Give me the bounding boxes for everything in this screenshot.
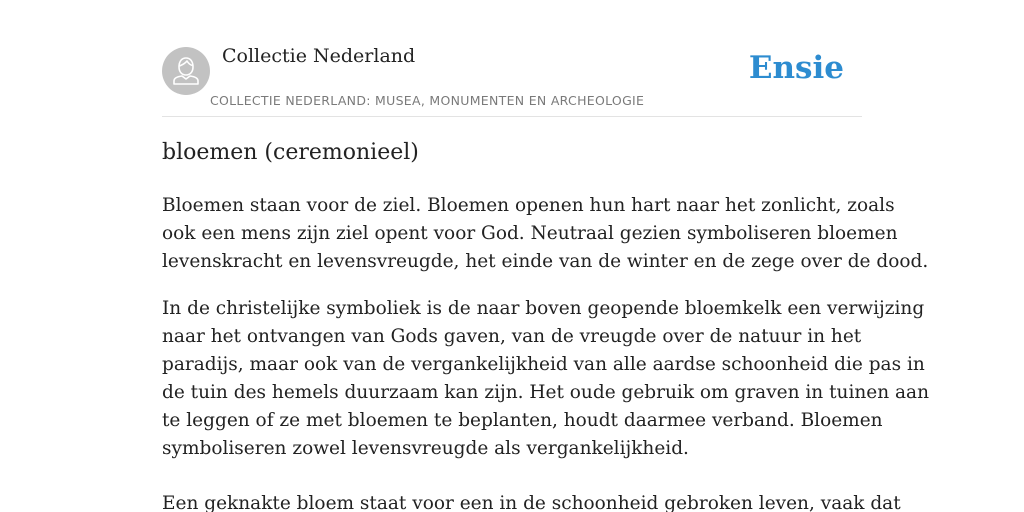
paragraph-line: ook een mens zijn ziel opent voor God. Neutraal gezien symboliseren bloemen — [162, 223, 898, 244]
paragraph — [162, 490, 901, 512]
paragraph-line: naar het ontvangen van Gods gaven, van de vreugde over de natuur in het — [162, 326, 862, 347]
paragraph-line: symboliseren zowel levensvreugde als vergankelijkheid. — [162, 438, 689, 459]
author-description: COLLECTIE NEDERLAND: MUSEA, MONUMENTEN EN ARCHEOLOGIE — [210, 93, 645, 108]
paragraph — [162, 295, 930, 463]
user-icon — [162, 47, 210, 95]
paragraph-line: Een geknakte bloem staat voor een in de schoonheid gebroken leven, vaak dat — [162, 493, 901, 512]
paragraph — [162, 192, 929, 276]
paragraph-line: paradijs, maar ook van de vergankelijkheid van alle aardse schoonheid die pas in — [162, 354, 925, 375]
content-column — [162, 0, 930, 512]
ensie-logo[interactable]: Ensie — [748, 50, 844, 86]
avatar[interactable] — [162, 47, 210, 95]
article-title: bloemen (ceremonieel) — [162, 140, 419, 165]
author-name[interactable]: Collectie Nederland — [222, 45, 416, 67]
paragraph-line: te leggen of ze met bloemen te beplanten, houdt daarmee verband. Bloemen — [162, 410, 883, 431]
header — [162, 0, 862, 117]
paragraph-line: de tuin des hemels duurzaam kan zijn. Het oude gebruik om graven in tuinen aan — [162, 382, 930, 403]
paragraph-line: In de christelijke symboliek is de naar boven geopende bloemkelk een verwijzing — [162, 298, 925, 319]
paragraph-line: Bloemen staan voor de ziel. Bloemen openen hun hart naar het zonlicht, zoals — [162, 195, 895, 216]
paragraph-line: levenskracht en levensvreugde, het einde van de winter en de zege over de dood. — [162, 251, 929, 272]
article-body — [162, 192, 930, 512]
